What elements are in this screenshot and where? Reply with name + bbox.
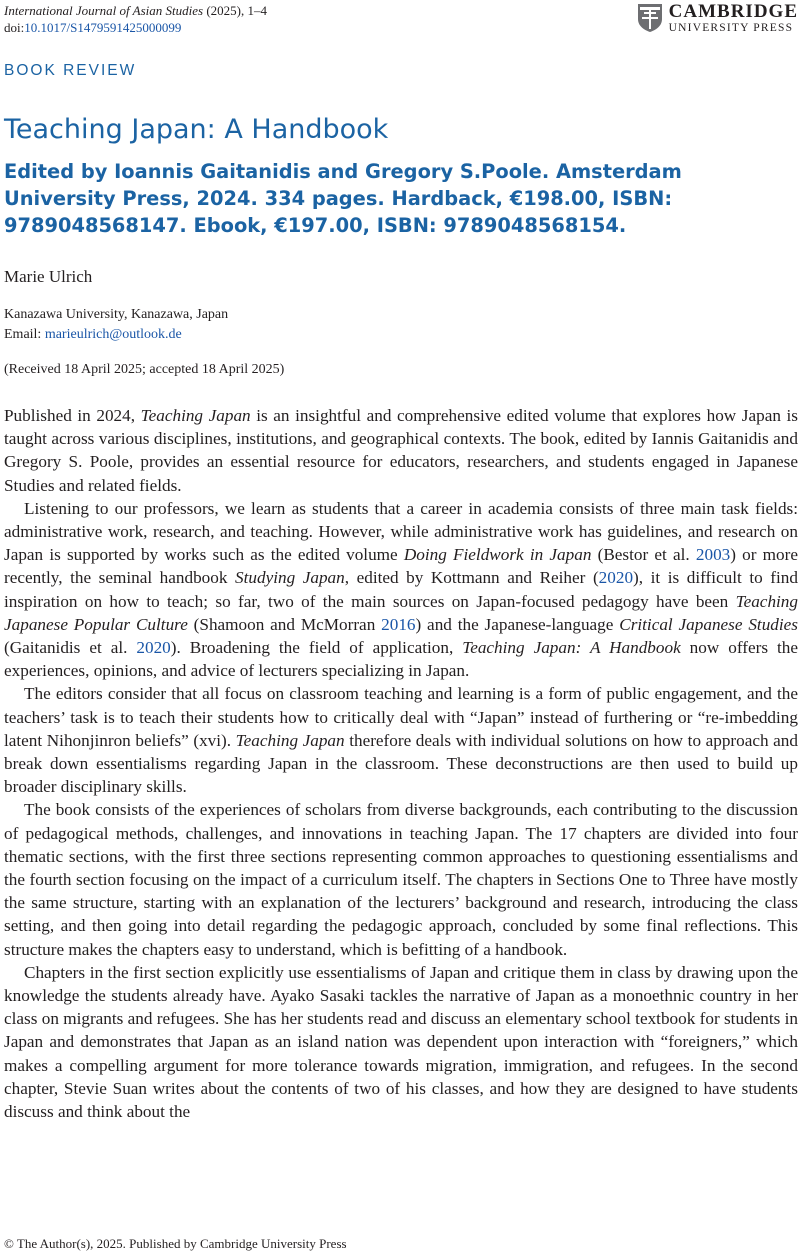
doi-line [4, 19, 267, 36]
journal-meta: (2025), 1–4 [203, 3, 268, 18]
paragraph-4: The book consists of the experiences of scholars from diverse backgrounds, each contributing to the discussion of pedagogical methods, challenges, and innovations in teaching Japan. The 17 chapters are divided into four thematic sections, with the first three sections representing common approaches to questioning essentialisms and the fourth section focusing on the impact of a curriculum itself. The chapters in Sections One to Three have mostly the same structure, starting with an explanation of the lecturers’ background and research, introducing the class setting, and then going into detail regarding the pedagogic approach, concluded by some final reflections. This structure makes the chapters easy to understand, which is befitting of a handbook. [4, 800, 798, 959]
doi-link[interactable]: 10.1017/S1479591425000099 [24, 20, 182, 35]
text-run: Listening to our professors, we learn as students that a career in academia consists of three main task fields: administrative work, research, and teaching. However, while administrative work has guidelines, and research on Japan is supported by works such as the edited volume [4, 498, 798, 565]
received-dates: (Received 18 April 2025; accepted 18 April 2025) [4, 362, 285, 377]
journal-title: International Journal of Asian Studies [4, 3, 204, 18]
paragraph-2 [4, 497, 798, 683]
paragraph-5: Chapters in the first section explicitly use essentialisms of Japan and critique them in class by drawing upon the knowledge the students already have. Ayako Sasaki tackles the narrative of Japan as a monoethnic country in her class on migrants and refugees. She has her students read and discuss an elementary school textbook for students in Japan and demonstrates that Japan as an island nation was dependent upon interaction with “foreigners,” which makes a compelling argument for more tolerance towards migration, immigration, and refugees. In the second chapter, Stevie Suan writes about the contents of two of his classes, and how they are designed to have students discuss and think about the [4, 962, 798, 1122]
text-run: Published in 2024, [4, 406, 141, 425]
book-title: Teaching Japan [235, 730, 345, 750]
doi-prefix: doi: [4, 20, 25, 35]
email-link[interactable]: marieulrich@outlook.de [44, 327, 182, 342]
journal-header [4, 2, 267, 36]
author-name: Marie Ulrich [4, 267, 93, 286]
author-affiliation-block [4, 305, 228, 345]
cambridge-crest-icon [637, 3, 663, 33]
book-title: Studying Japan [235, 568, 345, 588]
book-title: Teaching Japan: A Handbook [462, 638, 681, 658]
publisher-name: CAMBRIDGE [668, 1, 798, 22]
citation-link[interactable]: 2016 [381, 614, 416, 634]
citation-link[interactable]: 2003 [695, 545, 731, 565]
publisher-subname: UNIVERSITY PRESS [668, 22, 794, 34]
text-run: now offers the experiences, opinions, and advice of lecturers specializing in Japan. [4, 638, 798, 681]
article-subtitle: Edited by Ioannis Gaitanidis and Gregory S.Poole. Amsterdam University Press, 2024. 334 pages. Hardback, €198.00, ISBN: 9789048568147. Ebook, €197.00, ISBN: 9789048568154. [4, 160, 682, 237]
text-run: (Shamoon and McMorran [187, 614, 382, 634]
citation-link[interactable]: 2020 [598, 568, 634, 588]
paragraph-1 [4, 404, 798, 497]
text-run: ) or more recently, the seminal handbook [4, 545, 799, 588]
journal-citation [4, 2, 267, 19]
text-run: ). Broadening the field of application, [170, 638, 463, 658]
book-title: Doing Fieldwork in Japan [403, 545, 592, 565]
text-run: (Bestor et al. [591, 545, 696, 565]
article-title: Teaching Japan: A Handbook [4, 114, 389, 145]
paragraph-3 [4, 682, 798, 798]
copyright-footer: © The Author(s), 2025. Published by Cambridge University Press [4, 1236, 347, 1251]
book-title: Teaching Japanese Popular Culture [4, 591, 798, 634]
text-run: (Gaitanidis et al. [4, 638, 137, 658]
publisher-logo [637, 2, 798, 35]
email-label: Email: [4, 327, 45, 342]
book-title: Teaching Japan [140, 406, 251, 425]
citation-link[interactable]: 2020 [136, 638, 171, 658]
affiliation: Kanazawa University, Kanazawa, Japan [4, 307, 229, 322]
section-label: BOOK REVIEW [4, 62, 137, 79]
text-run: ), it is difficult to find inspiration on how to teach; so far, two of the main sources on Japan-focused pedagogy have been [4, 568, 798, 611]
text-run: The editors consider that all focus on classroom teaching and learning is a form of public engagement, and the teachers’ task is to teach their students how to critically deal with “Japan” instead of furthering or “re-imbedding latent Nihonjinron beliefs” (xvi). [4, 684, 798, 750]
text-run: ) and the Japanese-language [415, 614, 620, 634]
book-title: Critical Japanese Studies [619, 614, 798, 634]
text-run: is an insightful and comprehensive edited volume that explores how Japan is taught across various disciplines, institutions, and geographical contexts. The book, edited by Iannis Gaitanidis and Gregory S. Poole, provides an essential resource for educators, researchers, and students engaged in Japanese Studies and related fields. [4, 406, 798, 495]
text-run: therefore deals with individual solutions on how to approach and break down essentialisms regarding Japan in the classroom. These deconstructions are then used to build up broader disciplinary skills. [4, 730, 798, 797]
text-run: , edited by Kottmann and Reiher ( [344, 568, 599, 588]
email-line [4, 325, 228, 345]
article-body [4, 404, 798, 1123]
